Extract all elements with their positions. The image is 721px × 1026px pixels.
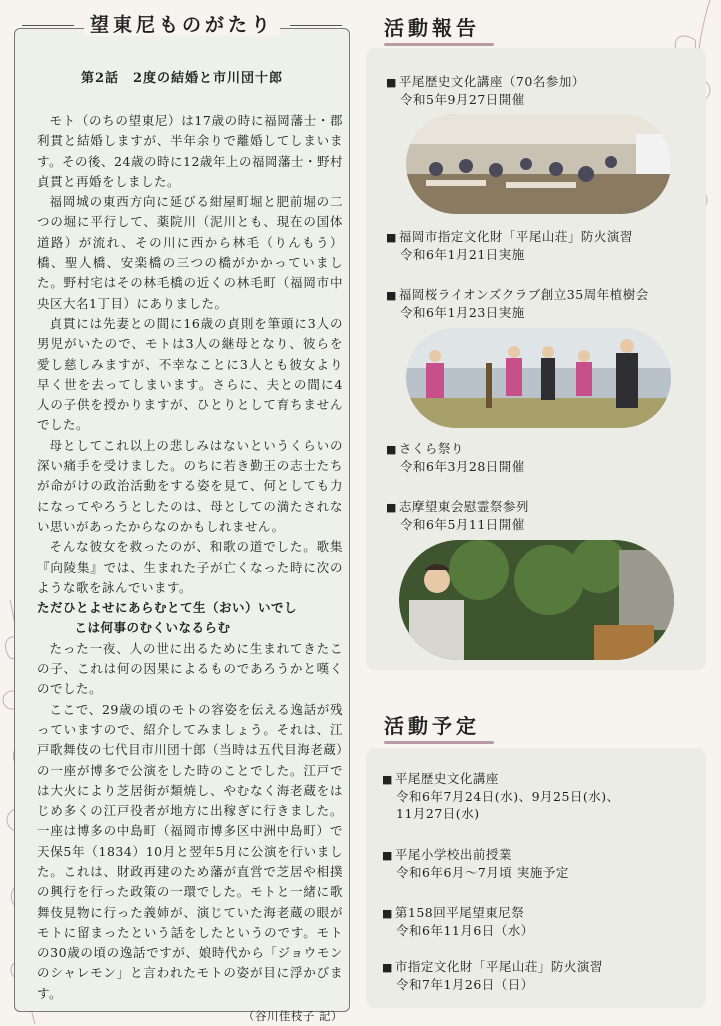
report-item-date: 令和6年3月28日開催	[400, 459, 525, 474]
report-item-date: 令和6年5月11日開催	[400, 517, 525, 532]
report-item	[386, 286, 696, 321]
tree-planting-photo-illustration	[406, 328, 671, 428]
report-item	[386, 228, 696, 263]
lecture-photo-illustration	[406, 114, 671, 214]
plan-item	[382, 846, 692, 881]
report-item-date: 令和6年1月21日実施	[400, 247, 525, 262]
plan-panel	[366, 748, 706, 1008]
poem-line-1: ただひとよせにあらむとて生（おい）いでし	[37, 600, 298, 616]
plan-item-title: ■ 平尾小学校出前授業	[382, 846, 692, 864]
report-item	[386, 440, 696, 475]
story-paragraph: 貞貫には先妻との間に16歳の貞則を筆頭に3人の男児がいたので、モトは3人の継母となり、彼らを愛し慈しみますが、不幸なことに3人とも彼女より早く世を去ってしまいます。さらに、夫との間に4人の子供を授かりますが、ひとりとして育ちませんでした。	[37, 315, 343, 433]
plan-item	[382, 770, 692, 822]
report-item-title: ■ 平尾歴史文化講座（70名参加）	[386, 73, 696, 91]
author-credit: （谷川佳枝子 記）	[242, 1009, 343, 1024]
plan-item-date: 令和6年11月6日（水）	[396, 923, 534, 938]
report-item-title: ■ さくら祭り	[386, 440, 696, 458]
story-paragraph: そんな彼女を救ったのが、和歌の道でした。歌集『向陵集』では、生まれた子が亡くなった時に次のような歌を詠んでいます。	[37, 539, 343, 595]
report-item-date: 令和6年1月23日実施	[400, 305, 525, 320]
section-title-report	[384, 12, 494, 46]
photo-tree-planting	[406, 328, 671, 428]
story-paragraph: ここで、29歳の頃のモトの容姿を伝える逸話が残っていますので、紹介してみましょう。それは、江戸歌舞伎の七代目市川団十郎（当時は五代目海老蔵）の一座が博多で公演をした時のことでした。江戸では大火により芝居街が類焼し、やむなく海老蔵をはじめ多くの江戸役者が地方に出稼ぎに行きました。一座は博多の中島町（福岡市博多区中洲中島町）で天保5年（1834）10月と翌年5月に公演を行いました。これは、財政再建のため藩が直営で芝居や相撲の興行を行った政策の一環でした。モトと一緒に歌舞伎見物に行った義姉が、演じていた海老蔵の眼がモトに留まったという話をしたというのです。モトの30歳の頃の逸話ですが、娘時代から「ジョウモンのシャレモン」と言われたモトの姿が目に浮かびます。	[37, 701, 343, 1001]
report-item	[386, 498, 696, 533]
story-panel	[14, 28, 350, 1024]
plan-title: 活動予定	[384, 714, 480, 738]
section-title-plan	[384, 710, 494, 744]
plan-item	[382, 904, 692, 939]
plan-item-title: ■ 平尾歴史文化講座	[382, 770, 692, 788]
plan-item-title: ■ 第158回平尾望東尼祭	[382, 904, 692, 922]
story-paragraph: たった一夜、人の世に出るために生まれてきたこの子、これは何の因果によるものであろうかと嘆くのでした。	[37, 640, 343, 697]
report-panel	[366, 48, 706, 670]
episode-title: 第2話 2度の結婚と市川団十郎	[80, 71, 284, 86]
story-body	[37, 111, 343, 1026]
plan-item-date: 令和6年6月～7月頃 実施予定	[396, 865, 569, 880]
plan-item-date: 令和6年7月24日(水)、9月25日(水)、	[396, 789, 620, 804]
report-title: 活動報告	[384, 16, 480, 40]
photo-lecture	[406, 114, 671, 214]
report-item-title: ■ 福岡桜ライオンズクラブ創立35周年植樹会	[386, 286, 696, 304]
report-item	[386, 73, 696, 108]
story-paragraph: 母としてこれ以上の悲しみはないというくらいの深い痛手を受けました。のちに若き勤王の志士たちが命がけの政治活動をする姿を見て、何としても力になってやろうとしたのは、母としての満たされない思いがあったからなのかもしれません。	[37, 437, 343, 534]
story-paragraph: モト（のちの望東尼）は17歳の時に福岡藩士・郡利貫と結婚しますが、半年余りで離婚してしまいます。その後、24歳の時に12歳年上の福岡藩士・野村貞貫と再婚をしました。	[37, 113, 343, 189]
poem-line-2: こは何事のむくいなるらむ	[74, 620, 231, 636]
title-brush-stroke	[384, 43, 494, 46]
memorial-photo-illustration	[399, 540, 674, 660]
report-item-title: ■ 福岡市指定文化財「平尾山荘」防火演習	[386, 228, 696, 246]
title-rule-left	[22, 25, 74, 26]
poem	[37, 598, 343, 639]
plan-item-date-2: 11月27日(水)	[396, 806, 480, 821]
story-paragraph: 福岡城の東西方向に延びる紺屋町堀と肥前堀の二つの堀に平行して、薬院川（泥川とも、現在の国体道路）が流れ、その川に西から林毛（りんもう）橋、聖人橋、安楽橋の三つの橋がかかっていました。野村宅はその林毛橋の近くの林毛町（福岡市中央区大名1丁目）にありました。	[37, 194, 343, 311]
title-brush-stroke	[384, 741, 494, 744]
plan-item	[382, 958, 692, 993]
report-item-date: 令和5年9月27日開催	[400, 92, 525, 107]
report-item-title: ■ 志摩望東会慰霊祭参列	[386, 498, 696, 516]
section-title-text: 望東尼ものがたり	[84, 14, 280, 36]
title-rule-right	[290, 25, 342, 26]
plan-item-title: ■ 市指定文化財「平尾山荘」防火演習	[382, 958, 692, 976]
plan-item-date: 令和7年1月26日（日）	[396, 977, 534, 992]
photo-memorial	[399, 540, 674, 660]
section-title-story	[14, 10, 350, 40]
